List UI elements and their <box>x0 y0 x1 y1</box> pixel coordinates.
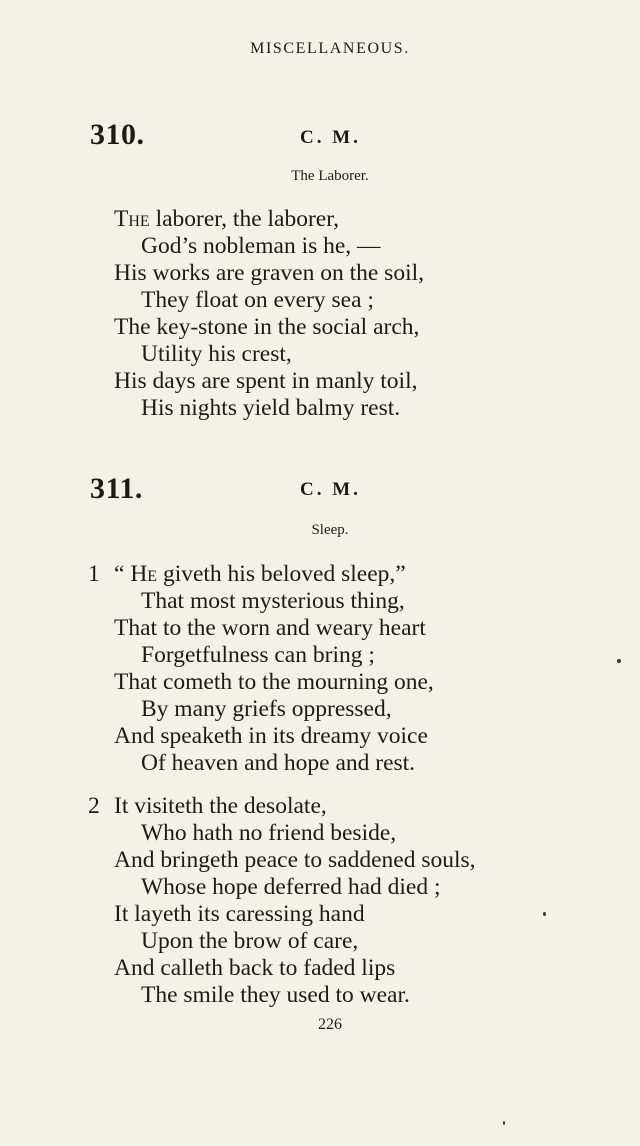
verse-line: That cometh to the mourning one, <box>114 669 434 695</box>
verse-line <box>114 208 339 232</box>
verse-line: It visiteth the desolate, <box>114 793 327 819</box>
hymn-meter: C. M. <box>300 127 361 148</box>
verse-line: His works are graven on the soil, <box>114 260 424 286</box>
paper-speck <box>543 912 546 916</box>
paper-speck <box>503 1121 505 1125</box>
verse-line: By many griefs oppressed, <box>141 696 392 722</box>
verse-line: Who hath no friend beside, <box>141 820 397 846</box>
verse-line: Of heaven and hope and rest. <box>141 750 416 776</box>
verse-line: His days are spent in manly toil, <box>114 368 418 394</box>
verse-line: And calleth back to faded lips <box>114 955 396 981</box>
open-quote: “ <box>114 561 131 587</box>
verse-line-text: laborer, the laborer, <box>149 206 339 232</box>
verse-line: Whose hope deferred had died ; <box>141 874 441 900</box>
verse-line: That most mysterious thing, <box>141 588 405 614</box>
verse-line: It layeth its caressing hand <box>114 901 365 927</box>
verse-line: His nights yield balmy rest. <box>141 395 401 421</box>
verse-line: Upon the brow of care, <box>141 928 359 954</box>
verse-line-text: giveth his beloved sleep,” <box>157 561 406 587</box>
verse-line: That to the worn and weary heart <box>114 615 426 641</box>
hymn-number: 311. <box>90 472 143 505</box>
running-head: MISCELLANEOUS. <box>250 40 410 57</box>
verse-line: And bringeth peace to saddened souls, <box>114 847 476 873</box>
verse-line <box>114 563 406 587</box>
hymn-number: 310. <box>90 118 145 151</box>
verse-line: They float on every sea ; <box>141 287 374 313</box>
hymn-title: The Laborer. <box>291 168 369 184</box>
stanza-number: 1 <box>88 561 100 587</box>
hymn-meter: C. M. <box>300 479 361 500</box>
hymn-title: Sleep. <box>311 522 349 538</box>
initial-small-caps: He <box>130 561 158 587</box>
paper-speck <box>617 659 621 663</box>
page-number: 226 <box>318 1016 342 1033</box>
stanza-number: 2 <box>88 793 100 819</box>
verse-line: Forgetfulness can bring ; <box>141 642 375 668</box>
verse-line: Utility his crest, <box>141 341 292 367</box>
verse-line: And speaketh in its dreamy voice <box>114 723 428 749</box>
verse-line: The key-stone in the social arch, <box>114 314 420 340</box>
verse-line: The smile they used to wear. <box>141 982 410 1008</box>
initial-small-caps: The <box>114 206 150 232</box>
verse-line: God’s nobleman is he, — <box>141 233 381 259</box>
